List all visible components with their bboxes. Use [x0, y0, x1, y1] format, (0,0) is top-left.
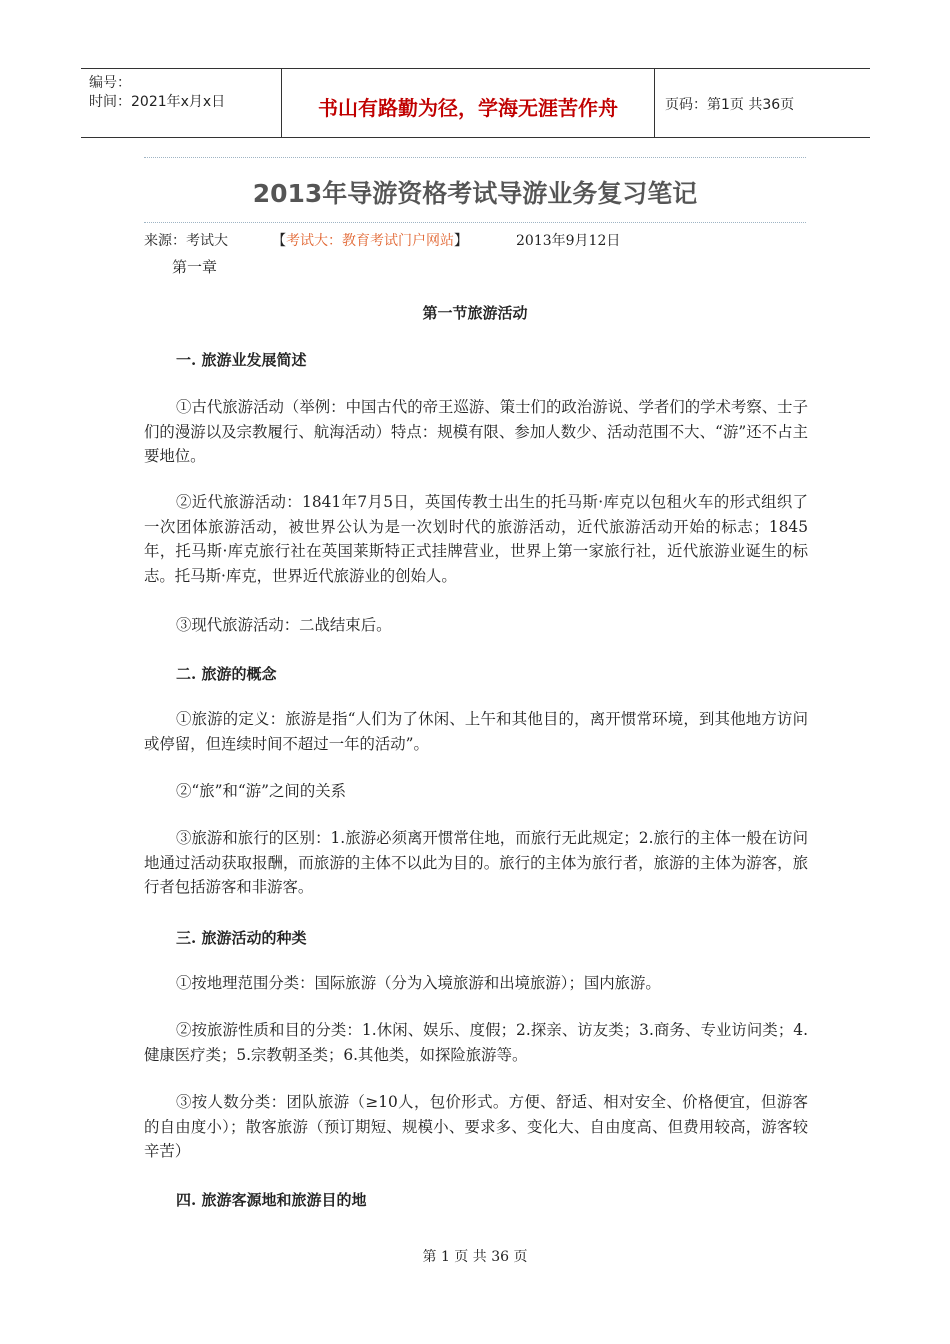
link-bracket-open: 【 [272, 233, 286, 249]
subheading: 一. 旅游业发展简述 [176, 351, 307, 369]
paragraph: ①按地理范围分类：国际旅游（分为入境旅游和出境旅游）；国内旅游。 [176, 974, 661, 992]
page-title: 2013年导游资格考试导游业务复习笔记 [252, 179, 698, 208]
top-divider [144, 157, 806, 158]
document-number-label: 编号： [89, 75, 131, 91]
chapter-heading: 第一章 [172, 258, 218, 276]
meta-divider [144, 222, 806, 223]
paragraph: ③现代旅游活动：二战结束后。 [176, 616, 392, 634]
subheading: 二. 旅游的概念 [176, 665, 277, 683]
link-bracket-close: 】 [454, 233, 468, 249]
subheading: 三. 旅游活动的种类 [176, 929, 307, 947]
paragraph: ③按人数分类：团队旅游（≥10人，包价形式。方便、舒适、相对安全、价格便宜，但游客的自由度小）；散客旅游（预订期短、规模小、要求多、变化大、自由度高、但费用较高，游客较辛苦） [144, 1093, 808, 1161]
article-source: 来源：考试大 [144, 233, 228, 249]
source-link[interactable] [272, 230, 468, 250]
section-heading: 第一节旅游活动 [422, 304, 528, 322]
document-time-label: 时间：2021年x月x日 [89, 94, 226, 110]
document-header [81, 68, 870, 138]
paragraph: ①旅游的定义：旅游是指“人们为了休闲、上午和其他目的，离开惯常环境，到其他地方访问或停留，但连续时间不超过一年的活动”。 [144, 710, 808, 753]
header-motto-cell [281, 69, 655, 137]
paragraph: ②“旅”和“游”之间的关系 [176, 782, 346, 800]
source-link-text[interactable]: 考试大：教育考试门户网站 [286, 233, 454, 249]
header-motto: 书山有路勤为径，学海无涯苦作舟 [318, 96, 618, 120]
paragraph: ②近代旅游活动：1841年7月5日，英国传教士出生的托马斯·库克以包租火车的形式组织了一次团体旅游活动，被世界公认为是一次划时代的旅游活动，近代旅游活动开始的标志；1845年，托马斯·库克旅行社在英国莱斯特正式挂牌营业，世界上第一家旅行社，近代旅游业诞生的标志。托马斯·库克，世界近代旅游业的创始人。 [144, 493, 808, 586]
subheading: 四. 旅游客源地和旅游目的地 [176, 1191, 367, 1209]
paragraph: ③旅游和旅行的区别：1.旅游必须离开惯常住地，而旅行无此规定；2.旅行的主体一般在访问地通过活动获取报酬，而旅游的主体不以此为目的。旅行的主体为旅行者，旅游的主体为游客，旅行者包括游客和非游客。 [144, 829, 808, 897]
article-date: 2013年9月12日 [516, 233, 621, 249]
header-page-cell [655, 69, 870, 137]
paragraph: ①古代旅游活动（举例：中国古代的帝王巡游、策士们的政治游说、学者们的学术考察、士子们的漫游以及宗教履行、航海活动）特点：规模有限、参加人数少、活动范围不大、“游”还不占主要地位。 [144, 398, 808, 466]
header-left-cell [81, 69, 281, 137]
page-footer: 第 1 页 共 36 页 [422, 1249, 528, 1265]
paragraph: ②按旅游性质和目的分类：1.休闲、娱乐、度假；2.探亲、访友类；3.商务、专业访问类；4.健康医疗类；5.宗教朝圣类；6.其他类，如探险旅游等。 [144, 1021, 808, 1064]
header-page-info: 页码：第1页 共36页 [665, 97, 795, 113]
